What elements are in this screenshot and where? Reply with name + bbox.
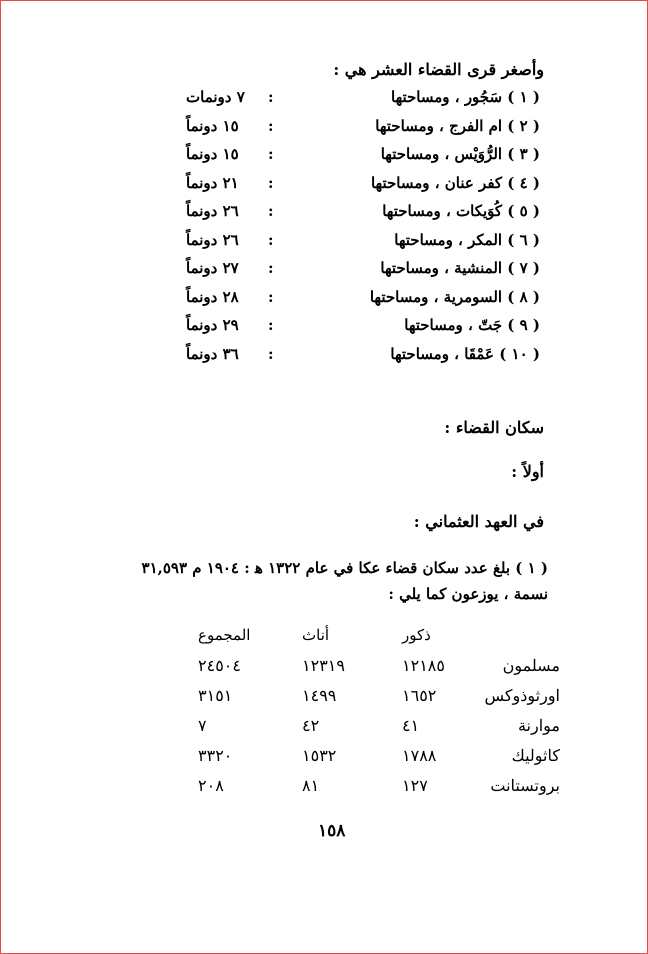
- header-females: أناث: [302, 626, 330, 644]
- first-heading: أولاً :: [511, 462, 544, 481]
- cell-total: ٣١٥١: [198, 686, 233, 705]
- row-label: بروتستانت: [490, 776, 560, 795]
- colon: :: [268, 145, 274, 163]
- colon: :: [268, 88, 274, 106]
- village-area: ٢١ دونماً: [186, 173, 239, 192]
- ottoman-heading: في العهد العثماني :: [413, 512, 544, 531]
- village-area: ٢٦ دونماً: [186, 230, 239, 249]
- village-area: ٢٨ دونماً: [186, 287, 239, 306]
- village-row: [150, 117, 550, 146]
- row-label: مسلمون: [502, 656, 560, 675]
- table-row: [190, 686, 560, 716]
- villages-list: [150, 88, 550, 373]
- village-row: [150, 202, 550, 231]
- village-area: ٢٧ دونماً: [186, 259, 239, 277]
- table-row: [190, 776, 560, 806]
- population-paragraph: [92, 556, 548, 608]
- colon: :: [268, 316, 274, 334]
- village-row: [150, 259, 550, 288]
- village-name: ( ٢ ) ام الفرج ، ومساحتها: [375, 116, 540, 135]
- page-number: ١٥٨: [318, 821, 346, 841]
- colon: :: [268, 202, 274, 220]
- village-name: ( ٤ ) كفر عنان ، ومساحتها: [370, 173, 540, 192]
- paragraph-line: ( ١ ) بلغ عدد سكان قضاء عكا في عام ١٣٢٢ ﻫ : ١٩٠٤ م ٣١,٥٩٣: [141, 559, 548, 577]
- cell-males: ١٦٥٢: [402, 686, 437, 705]
- village-name: ( ٨ ) السومرية ، ومساحتها: [369, 287, 540, 306]
- village-row: [150, 174, 550, 203]
- village-name: ( ٣ ) الرُّوَيْس ، ومساحتها: [380, 145, 540, 163]
- header-males: ذكور: [402, 626, 431, 644]
- header-total: المجموع: [198, 626, 251, 644]
- table-header: [190, 626, 560, 656]
- population-table: [190, 626, 560, 806]
- cell-females: ١٤٩٩: [302, 686, 337, 705]
- colon: :: [268, 173, 274, 192]
- cell-males: ١٢٧: [402, 776, 428, 795]
- table-row: [190, 716, 560, 746]
- village-row: [150, 88, 550, 117]
- village-row: [150, 231, 550, 260]
- colon: :: [268, 230, 274, 249]
- cell-females: ٤٢: [302, 716, 320, 735]
- row-label: كاثوليك: [511, 746, 560, 765]
- cell-males: ١٢١٨٥: [402, 656, 445, 675]
- colon: :: [268, 344, 274, 363]
- village-name: ( ١٠ ) عَمْقَا ، ومساحتها: [390, 344, 540, 363]
- cell-total: ٧: [198, 716, 207, 735]
- village-area: ٢٩ دونماً: [186, 316, 239, 334]
- table-row: [190, 746, 560, 776]
- colon: :: [268, 287, 274, 306]
- cell-females: ١٢٣١٩: [302, 656, 345, 675]
- village-name: ( ٥ ) كُوَيكات ، ومساحتها: [382, 202, 540, 220]
- village-area: ١٥ دونماً: [186, 145, 239, 163]
- village-name: ( ١ ) سَجُور ، ومساحتها: [391, 88, 540, 106]
- paragraph-line: نسمة ، يوزعون كما يلي :: [388, 585, 548, 603]
- village-area: ١٥ دونماً: [186, 116, 239, 135]
- village-row: [150, 288, 550, 317]
- cell-total: ٢٤٥٠٤: [198, 656, 241, 675]
- village-area: ٧ دونمات: [186, 88, 245, 106]
- colon: :: [268, 259, 274, 277]
- village-name: ( ٦ ) المكر ، ومساحتها: [394, 230, 540, 249]
- row-label: اورثوذوكس: [484, 686, 560, 705]
- village-name: ( ٧ ) المنشية ، ومساحتها: [380, 259, 540, 277]
- village-area: ٢٦ دونماً: [186, 202, 239, 220]
- row-label: موارنة: [517, 716, 560, 735]
- table-row: [190, 656, 560, 686]
- cell-total: ٢٠٨: [198, 776, 224, 795]
- village-row: [150, 316, 550, 345]
- cell-total: ٣٣٢٠: [198, 746, 233, 765]
- colon: :: [268, 116, 274, 135]
- cell-females: ٨١: [302, 776, 320, 795]
- cell-males: ١٧٨٨: [402, 746, 437, 765]
- village-row: [150, 145, 550, 174]
- village-name: ( ٩ ) جَتّ ، ومساحتها: [404, 316, 540, 334]
- cell-males: ٤١: [402, 716, 420, 735]
- village-area: ٣٦ دونماً: [186, 344, 239, 363]
- village-row: [150, 345, 550, 374]
- cell-females: ١٥٣٢: [302, 746, 337, 765]
- villages-heading: وأصغر قرى القضاء العشر هي :: [333, 60, 544, 79]
- population-heading: سكان القضاء :: [444, 418, 544, 437]
